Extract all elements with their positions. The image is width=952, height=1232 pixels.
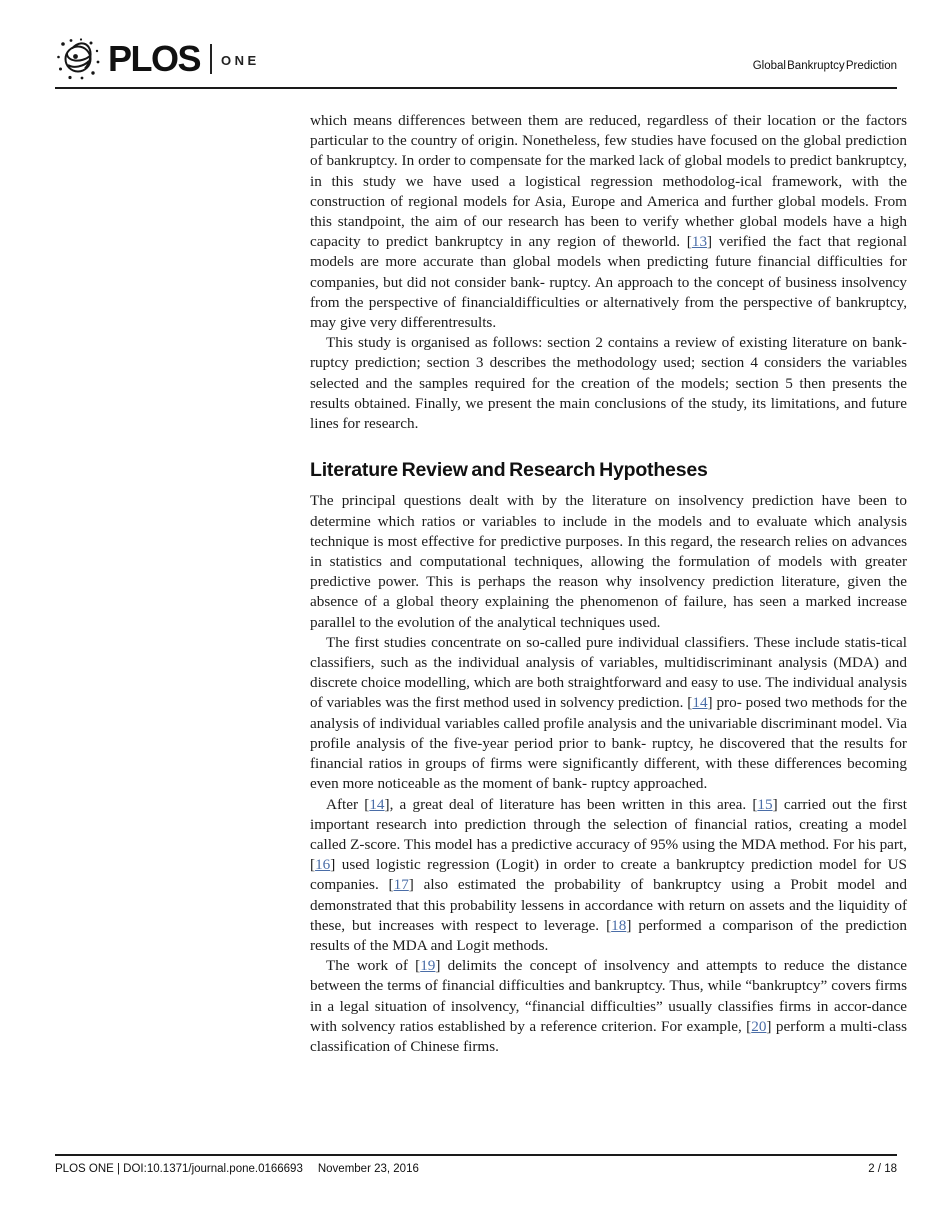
citation-link[interactable]: 20 [751, 1017, 767, 1035]
paragraph: After [14], a great deal of literature has been written in this area. [15] carried out the first important research into prediction through the selection of financial ratios, creating a model called Z-score. This model has a predictive accuracy of 95% using the MDA method. For his part, [16] used logistic regression (Logit) in order to create a bankruptcy prediction model for US companies. [17] also estimated the probability of bankruptcy using a Probit model and demonstrated that this probability lessens in accordance with return on assets and the liquidity of these, but increases with respect to leverage. [18] performed a comparison of the prediction results of the MDA and Logit methods. [310, 795, 908, 954]
paragraph: The work of [19] delimits the concept of insolvency and attempts to reduce the distance between the terms of financial difficulties and bankruptcy. Thus, while “bankruptcy” covers firms in a legal situation of insolvency, “financial difficulties” usually classifies firms in accor-dance with solvency ratios established by a reference criterion. For example, [20] perform a multi-class classification of Chinese firms. [310, 957, 907, 1055]
logo-one-text: ONE [221, 53, 260, 68]
plos-one-logo [55, 36, 260, 82]
logo-plos-text: PLOS [108, 38, 201, 79]
footer-journal-doi: PLOS ONE | DOI:10.1371/journal.pone.0166693 [55, 1163, 303, 1175]
paragraph: The principal questions dealt with by the literature on insolvency prediction have been to determine which ratios or variables to include in the models and to evaluate which analysis technique is most effective for predictive purposes. In this regard, the research relies on advances in statistics and computational techniques, allowing the formulation of models with greater predictive power. This is perhaps the reason why insolvency prediction literature, given the absence of a global theory explaining the phenomenon of failure, has seen a marked increase parallel to the evolution of the analytical techniques used. [310, 492, 907, 631]
citation-link[interactable]: 18 [611, 916, 627, 934]
footer [55, 1163, 897, 1175]
footer-left [55, 1163, 419, 1175]
article-body [310, 111, 907, 1057]
globe-icon [55, 36, 101, 82]
header-rule [55, 87, 897, 89]
citation-link[interactable]: 15 [757, 795, 773, 813]
footer-date: November 23, 2016 [317, 1163, 419, 1175]
citation-link[interactable]: 13 [691, 233, 708, 251]
citation-link[interactable]: 16 [315, 856, 331, 874]
citation-link[interactable]: 14 [369, 795, 385, 813]
paragraph: The first studies concentrate on so-called pure individual classifiers. These include statis-tical classifiers, such as the individual analysis of variables, multidiscriminant analysis (MDA) and discrete choice modelling, which are both straightforward and easy to use. The individual analysis of variables was the first method used in solvency prediction. [14] pro- posed two methods for the analysis of individual variables called profile analysis and the univariable discriminant model. Via profile analysis of the five-year period prior to bank- ruptcy, he discovered that the results for financial ratios in groups of firms were significantly different, with these differences becoming even more noticeable as the moment of bank- ruptcy approached. [310, 633, 908, 793]
running-head: Global Bankruptcy Prediction [752, 60, 897, 72]
paragraph: which means differences between them are reduced, regardless of their location or the factors particular to the country of origin. Nonetheless, few studies have focused on the global prediction of bankruptcy. In order to compensate for the marked lack of global models to predict bankruptcy, in this study we have used a logistical regression methodolog-ical framework, with the construction of regional models for Asia, Europe and America and further global models. From this standpoint, the aim of our research has been to verify whether global models have a high capacity to predict bankruptcy in any region of theworld. [13] verified the fact that regional models are more accurate than global models when predicting future financial difficulties for companies, but did not consider bank- ruptcy. An approach to the concept of business insolvency from the perspective of financialdifficulties or alternatively from the perspective of bankruptcy, may give very differentresults. [310, 112, 907, 332]
header [55, 34, 897, 86]
footer-rule [55, 1154, 897, 1156]
citation-link[interactable]: 14 [692, 694, 708, 712]
citation-link[interactable]: 19 [420, 957, 436, 975]
paragraph: This study is organised as follows: section 2 contains a review of existing literature on bank-ruptcy prediction; section 3 describes the methodology used; section 4 considers the variables selected and the samples required for the creation of the models; section 5 then presents the results obtained. Finally, we present the main conclusions of the study, its limitations, and future lines for research. [310, 334, 907, 433]
section-heading: Literature Review and Research Hypotheses [310, 459, 708, 482]
footer-page-number: 2 / 18 [868, 1163, 897, 1175]
logo-divider [210, 44, 212, 74]
citation-link[interactable]: 17 [393, 876, 409, 894]
